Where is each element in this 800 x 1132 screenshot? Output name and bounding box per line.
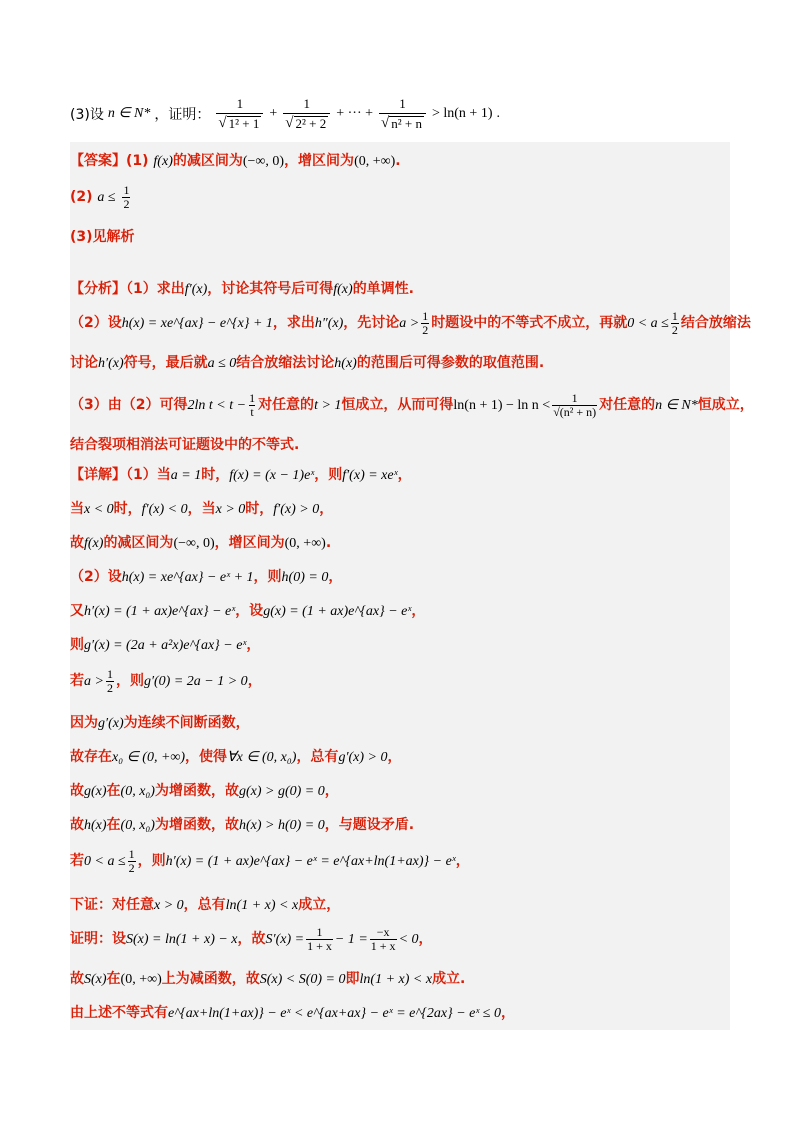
text: 成立. <box>432 971 466 987</box>
math: f(x) <box>153 154 173 169</box>
answer-part-1-label: (1) <box>126 153 149 169</box>
frac-den: 2 <box>123 196 130 211</box>
text: ， <box>324 783 339 799</box>
text: ，增区间为 <box>284 153 355 169</box>
text: 符号，最后就 <box>123 355 208 371</box>
text: ，求出 <box>272 315 315 332</box>
text: 时， <box>201 467 230 483</box>
detail-line-14 <box>70 926 433 952</box>
frac-num: 1 <box>671 309 678 323</box>
math: t > 1 <box>314 398 342 414</box>
text: 恒成立， <box>697 397 754 414</box>
detail-line-13 <box>70 894 340 914</box>
frac-den: 1 + x <box>307 938 332 953</box>
q3-rhs: > ln(n + 1) <box>431 105 493 121</box>
math: h′(x) = (1 + ax)e^{ax} − eˣ <box>84 604 236 619</box>
text: ，设 <box>235 603 264 619</box>
text: ，故 <box>237 931 266 948</box>
frac-den: 2 <box>106 680 113 695</box>
q3-term-1-num: 1 <box>236 96 244 111</box>
frac-num: 1 <box>128 847 135 861</box>
math: x > 0 <box>154 898 184 913</box>
text: 对任意的 <box>599 397 656 414</box>
math: ln(n + 1) − ln n < <box>453 398 551 414</box>
math: ∀x ∈ (0, x₀) <box>227 750 297 765</box>
math: h(x) = xe^{ax} − e^{x} + 1 <box>121 316 273 332</box>
math: g′(x) = (2a + a²x)e^{ax} − eˣ <box>84 638 247 653</box>
text: 讨论 <box>70 355 98 371</box>
fraction <box>552 392 597 418</box>
math: f′(x) > 0 <box>273 502 320 517</box>
answer-line-2 <box>70 184 132 210</box>
math: f′(x) < 0 <box>141 502 188 517</box>
q3-term-2-num: 1 <box>303 96 310 111</box>
text: 时， <box>113 501 142 517</box>
fraction <box>106 668 114 694</box>
q3-term-n-num: 1 <box>399 96 406 111</box>
detail-line-2 <box>70 498 333 518</box>
text: 上为减函数，故 <box>161 971 260 987</box>
text: ，则 <box>253 569 282 585</box>
q3-condition: n ∈ N* <box>107 106 151 122</box>
text: ， <box>328 569 343 585</box>
solution-box <box>70 142 754 1030</box>
text: ， <box>246 637 261 653</box>
text: 当 <box>70 501 84 517</box>
detail-line-1 <box>70 464 412 484</box>
text: ，则 <box>314 467 343 483</box>
math: (−∞, 0) <box>173 536 215 551</box>
text: 时， <box>245 501 274 517</box>
fraction <box>671 310 679 336</box>
math: f(x) <box>84 536 104 551</box>
math: f′(x) = xeˣ <box>342 468 398 483</box>
math: (−∞, 0) <box>242 154 285 169</box>
text: 的单调性. <box>352 281 415 297</box>
q3-ellipsis: + ··· + <box>336 105 374 121</box>
math: 2ln t < t − <box>187 398 247 414</box>
text: ， <box>387 749 402 765</box>
fraction <box>248 392 256 418</box>
text: 的减区间为 <box>103 535 174 551</box>
frac-den: t <box>250 404 254 419</box>
text: ，总有 <box>296 749 339 765</box>
frac-num: 1 <box>316 925 323 939</box>
text: ， <box>455 853 470 870</box>
analysis-line-2 <box>70 310 751 336</box>
text: 时题设中的不等式不成立，再就 <box>431 315 628 332</box>
math: g(x) = (1 + ax)e^{ax} − eˣ <box>263 604 412 619</box>
detail-line-16 <box>70 1002 515 1022</box>
math: − 1 = <box>334 932 368 948</box>
q3-prefix: (3)设 <box>70 106 104 123</box>
text: 故 <box>70 783 84 799</box>
math: x > 0 <box>215 502 246 517</box>
frac-num: 1 <box>123 183 130 197</box>
q3-term-2-den: 2² + 2 <box>295 116 327 131</box>
text: 故 <box>70 817 84 833</box>
math: h″(x) <box>314 316 344 332</box>
detail-tag: 【详解】 <box>70 467 126 483</box>
q3-plus: + <box>269 105 278 121</box>
math: S(x) = ln(1 + x) − x <box>126 932 238 948</box>
text: （2）设 <box>70 569 122 585</box>
math: n ∈ N* <box>655 398 698 414</box>
text: 故存在 <box>70 749 112 765</box>
text: ，增区间为 <box>214 535 285 551</box>
math: a > <box>84 674 104 690</box>
text: ， <box>411 603 426 619</box>
q3-term-1-den: 1² + 1 <box>228 116 260 131</box>
text: 下证：对任意 <box>70 897 154 913</box>
answer-part-2-label: (2) <box>70 189 93 206</box>
text: 的减区间为 <box>172 153 243 169</box>
math: g′(0) = 2a − 1 > 0 <box>143 674 248 690</box>
text: ，讨论其符号后可得 <box>207 281 334 297</box>
math: S(x) <box>84 972 107 987</box>
text: （2）设 <box>70 315 122 332</box>
text: 若 <box>70 853 84 870</box>
math: h(x) <box>84 818 107 833</box>
text: 由上述不等式有 <box>70 1005 168 1021</box>
text: 为增函数，故 <box>154 817 239 833</box>
math: S(x) < S(0) = 0 <box>259 972 346 987</box>
text: （1）求出 <box>126 281 185 297</box>
text: ， <box>418 931 433 948</box>
text: ，则 <box>115 673 144 690</box>
math: h(x) > h(0) = 0 <box>238 818 325 833</box>
frac-den: 2 <box>128 860 135 875</box>
frac-num: 1 <box>106 667 113 681</box>
math: a ≤ <box>97 190 116 206</box>
frac-num: 1 <box>422 309 429 323</box>
math: 0 < a ≤ <box>84 854 126 870</box>
text: 即 <box>345 971 360 987</box>
q3-term-n-den: n² + n <box>391 116 422 131</box>
text: 结合放缩法讨论 <box>236 355 335 371</box>
frac-num: 1 <box>249 391 256 405</box>
math: h′(x) <box>98 356 124 371</box>
text: . <box>395 153 401 169</box>
math: h(0) = 0 <box>281 570 329 585</box>
text: 为连续不间断函数， <box>123 715 250 731</box>
detail-line-11 <box>70 814 414 834</box>
text: 则 <box>70 637 84 653</box>
text: 因为 <box>70 715 98 731</box>
text: 证明：设 <box>70 931 126 948</box>
answer-tag: 【答案】 <box>70 153 126 169</box>
math: a ≤ 0 <box>207 356 237 371</box>
math: g′(x) <box>98 716 124 731</box>
text: 故 <box>70 971 84 987</box>
fraction <box>421 310 429 336</box>
detail-line-3 <box>70 532 331 552</box>
math: (0, +∞) <box>120 972 162 987</box>
q3-mid: ，证明： <box>154 106 211 123</box>
math: g(x) <box>84 784 107 799</box>
math: a = 1 <box>170 468 202 483</box>
math: h′(x) = (1 + ax)e^{ax} − eˣ = e^{ax+ln(1+ax)} − eˣ <box>165 854 456 870</box>
math: x₀ ∈ (0, +∞) <box>112 750 186 765</box>
text: ，则 <box>137 853 166 870</box>
frac-den: 2 <box>422 322 429 337</box>
text: 对任意的 <box>258 397 315 414</box>
math: (0, +∞) <box>284 536 326 551</box>
analysis-line-5: 结合裂项相消法可证题设中的不等式. <box>70 437 300 453</box>
math: f(x) <box>333 282 353 297</box>
text: 恒成立，从而可得 <box>341 397 454 414</box>
text: 为增函数，故 <box>154 783 239 799</box>
detail-line-5 <box>70 600 425 620</box>
math: < 0 <box>398 932 419 948</box>
math: h(x) = xe^{ax} − eˣ + 1 <box>121 570 254 585</box>
fraction <box>306 926 333 952</box>
math: (0, x₀) <box>120 818 155 833</box>
text: ， <box>247 673 262 690</box>
answer-line-3: (3)见解析 <box>70 229 135 245</box>
q3-term-1: 1 √ 1² + 1 <box>216 96 263 131</box>
detail-line-15 <box>70 968 465 988</box>
detail-line-9 <box>70 746 402 766</box>
answer-line-1 <box>70 150 401 170</box>
text: 故 <box>70 535 84 551</box>
text: 成立， <box>298 897 341 913</box>
detail-line-6 <box>70 634 260 654</box>
text: ，当 <box>187 501 216 517</box>
text: 又 <box>70 603 84 619</box>
math: a > <box>399 316 420 332</box>
text: 在 <box>106 783 121 799</box>
math: (0, +∞) <box>354 154 396 169</box>
detail-line-4 <box>70 566 342 586</box>
text: 若 <box>70 673 84 690</box>
math: f′(x) <box>184 282 208 297</box>
frac-num: −x <box>376 925 390 939</box>
detail-line-12 <box>70 848 470 874</box>
fraction <box>122 184 130 210</box>
text: ，与题设矛盾. <box>324 817 415 833</box>
frac-num: 1 <box>571 391 578 405</box>
text: ， <box>319 501 334 517</box>
q3-term-n: 1 √ n² + n <box>379 96 426 131</box>
math: h(x) <box>334 356 357 371</box>
frac-den: 1 + x <box>370 938 396 953</box>
analysis-tag: 【分析】 <box>70 281 126 297</box>
text: ，总有 <box>183 897 226 913</box>
text: 在 <box>106 971 121 987</box>
math: S′(x) = <box>265 932 305 948</box>
detail-line-7 <box>70 668 262 694</box>
math: (0, x₀) <box>120 784 155 799</box>
math: g′(x) > 0 <box>338 750 388 765</box>
text: 在 <box>106 817 121 833</box>
detail-line-10 <box>70 780 339 800</box>
text: （1）当 <box>126 467 171 483</box>
math: ln(1 + x) < x <box>225 898 299 913</box>
text: ，先讨论 <box>343 315 400 332</box>
text: 的范围后可得参数的取值范围. <box>356 355 545 371</box>
question-3 <box>70 96 750 131</box>
text: ，使得 <box>185 749 228 765</box>
analysis-line-1 <box>70 278 414 298</box>
math: g(x) > g(0) = 0 <box>238 784 325 799</box>
math: e^{ax+ln(1+ax)} − eˣ < e^{ax+ax} − eˣ = e^{2ax} − eˣ ≤ 0 <box>168 1006 501 1021</box>
math: x < 0 <box>84 502 114 517</box>
fraction <box>370 926 397 952</box>
detail-line-8 <box>70 712 250 732</box>
analysis-line-4 <box>70 392 754 418</box>
math: ln(1 + x) < x <box>359 972 433 987</box>
text: ， <box>501 1005 515 1021</box>
q3-end: . <box>496 105 500 121</box>
text: （3）由（2）可得 <box>70 397 188 414</box>
text: ， <box>397 467 412 483</box>
frac-den: 2 <box>671 322 678 337</box>
frac-den: √(n² + n) <box>553 404 597 419</box>
fraction <box>128 848 136 874</box>
text: 结合放缩法 <box>680 315 751 332</box>
text: . <box>325 535 332 551</box>
analysis-line-3 <box>70 352 544 372</box>
math: 0 < a ≤ <box>627 316 669 332</box>
q3-term-2: 1 √ 2² + 2 <box>283 96 330 131</box>
math: f(x) = (x − 1)eˣ <box>229 468 315 483</box>
